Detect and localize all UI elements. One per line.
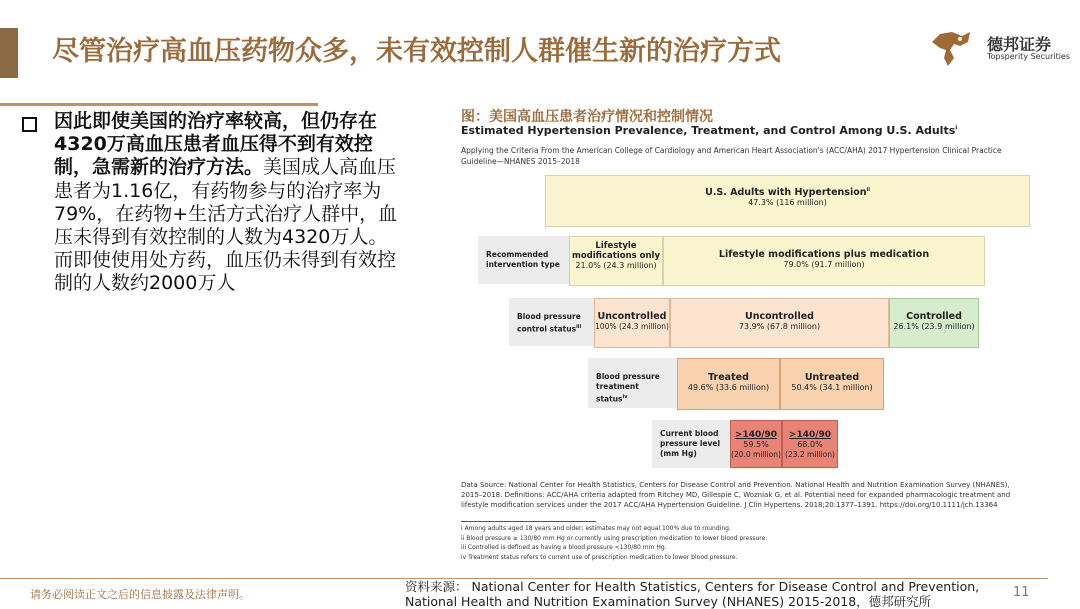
figure-title: 图：美国高血压患者治疗情况和控制情况 (461, 109, 713, 125)
box-level-treated: >140/90 59.5% (20.0 million) (730, 420, 782, 468)
label-intervention-type: Recommended intervention type (478, 236, 569, 284)
header-divider (0, 103, 318, 106)
box-us-adults: U.S. Adults with Hypertension$^{ii}$ 47.3% (116 million) (545, 175, 1030, 227)
footnote-item: ii Blood pressure ≥ 130/80 mm Hg or currently using prescription medication to lower blood pressure. (461, 534, 768, 542)
logo-text-cn: 德邦证券 (987, 35, 1052, 54)
page-number: 11 (1013, 585, 1030, 600)
label-bp-level: Current blood pressure level (mm Hg) (652, 420, 730, 468)
logo-text-en: Topsperity Securities (987, 52, 1071, 61)
label-treatment-status: Blood pressure treatment status$^{iv}$ (588, 358, 677, 408)
box-untreated: Untreated 50.4% (34.1 million) (780, 358, 884, 410)
footnote-divider (461, 521, 596, 522)
page-title: 尽管治疗高血压药物众多，未有效控制人群催生新的治疗方式 (52, 36, 781, 67)
footnote-item: i Among adults aged 18 years and older; estimates may not equal 100% due to rounding. (461, 525, 731, 532)
figure-data-source: Data Source: National Center for Health Statistics, Centers for Disease Control and Prevention. National Health and Nutrition Examination Survey (NHANES), 2015–2018. Definitions: ACC/AHA criteria adapted from Ritchey MD, Gillespie C, Wozniak G, et al. Potential need for expanded pharmacologic treatment and lifestyle modification services under the 2017 ACC/AHA Hypertension Guideline. J Clin Hypertens. 2018;20:1377–1391. https://doi.org/10.1111/jch.13364 (461, 481, 1011, 509)
figure-applying-note: Applying the Criteria From the American College of Cardiology and American Heart Association's (ACC/AHA) 2017 Hypertension Clinical Practice Guideline—NHANES 2015–2018 (461, 146, 1002, 166)
box-level-untreated: >140/90 68.0% (23.2 million) (782, 420, 838, 468)
footnote-item: iv Treatment status refers to current use of prescription medication to lower blood pressure. (461, 553, 738, 561)
footer-source: 资料来源： National Center for Health Statistics, Centers for Disease Control and Prevention, National Health and Nutrition Examination Survey (NHANES) 2015-2018，德邦研究所 (405, 579, 980, 609)
box-uncontrolled-medication: Uncontrolled 73.9% (67.8 million) (670, 298, 889, 348)
box-controlled: Controlled 26.1% (23.9 million) (889, 298, 979, 348)
footnote-item: iii Controlled is defined as having a blood pressure <130/80 mm Hg. (461, 544, 667, 552)
logo-icon (930, 28, 972, 70)
bullet-bold-text: 因此即使美国的治疗率较高，但仍存在4320万高血压患者血压得不到有效控制，急需新的治疗方法。 (54, 110, 378, 179)
box-lifestyle-only: Lifestyle modifications only 21.0% (24.3 million) (569, 236, 663, 286)
bullet-paragraph (54, 110, 399, 296)
box-uncontrolled-lifestyle: Uncontrolled 100% (24.3 million) (594, 298, 670, 348)
box-lifestyle-plus-medication: Lifestyle modifications plus medication 79.0% (91.7 million) (663, 236, 985, 286)
figure-footnotes (461, 524, 1021, 562)
bullet-square-icon (22, 117, 37, 132)
figure-subtitle: Estimated Hypertension Prevalence, Treatment, and Control Among U.S. Adults$^i$ (461, 124, 958, 137)
box-treated: Treated 49.6% (33.6 million) (677, 358, 780, 410)
label-control-status: Blood pressure control status$^{iii}$ (509, 298, 594, 346)
footer-disclaimer: 请务必阅读正文之后的信息披露及法律声明。 (30, 588, 250, 601)
header-accent-bar (0, 28, 18, 78)
bullet-normal-text: 美国成人高血压患者为1.16亿，有药物参与的治疗率为79%，在药物+生活方式治疗人群中，血压未得到有效控制的人数为4320万人。而即使使用处方药，血压仍未得到有效控制的人数约2000万人 (54, 156, 398, 295)
